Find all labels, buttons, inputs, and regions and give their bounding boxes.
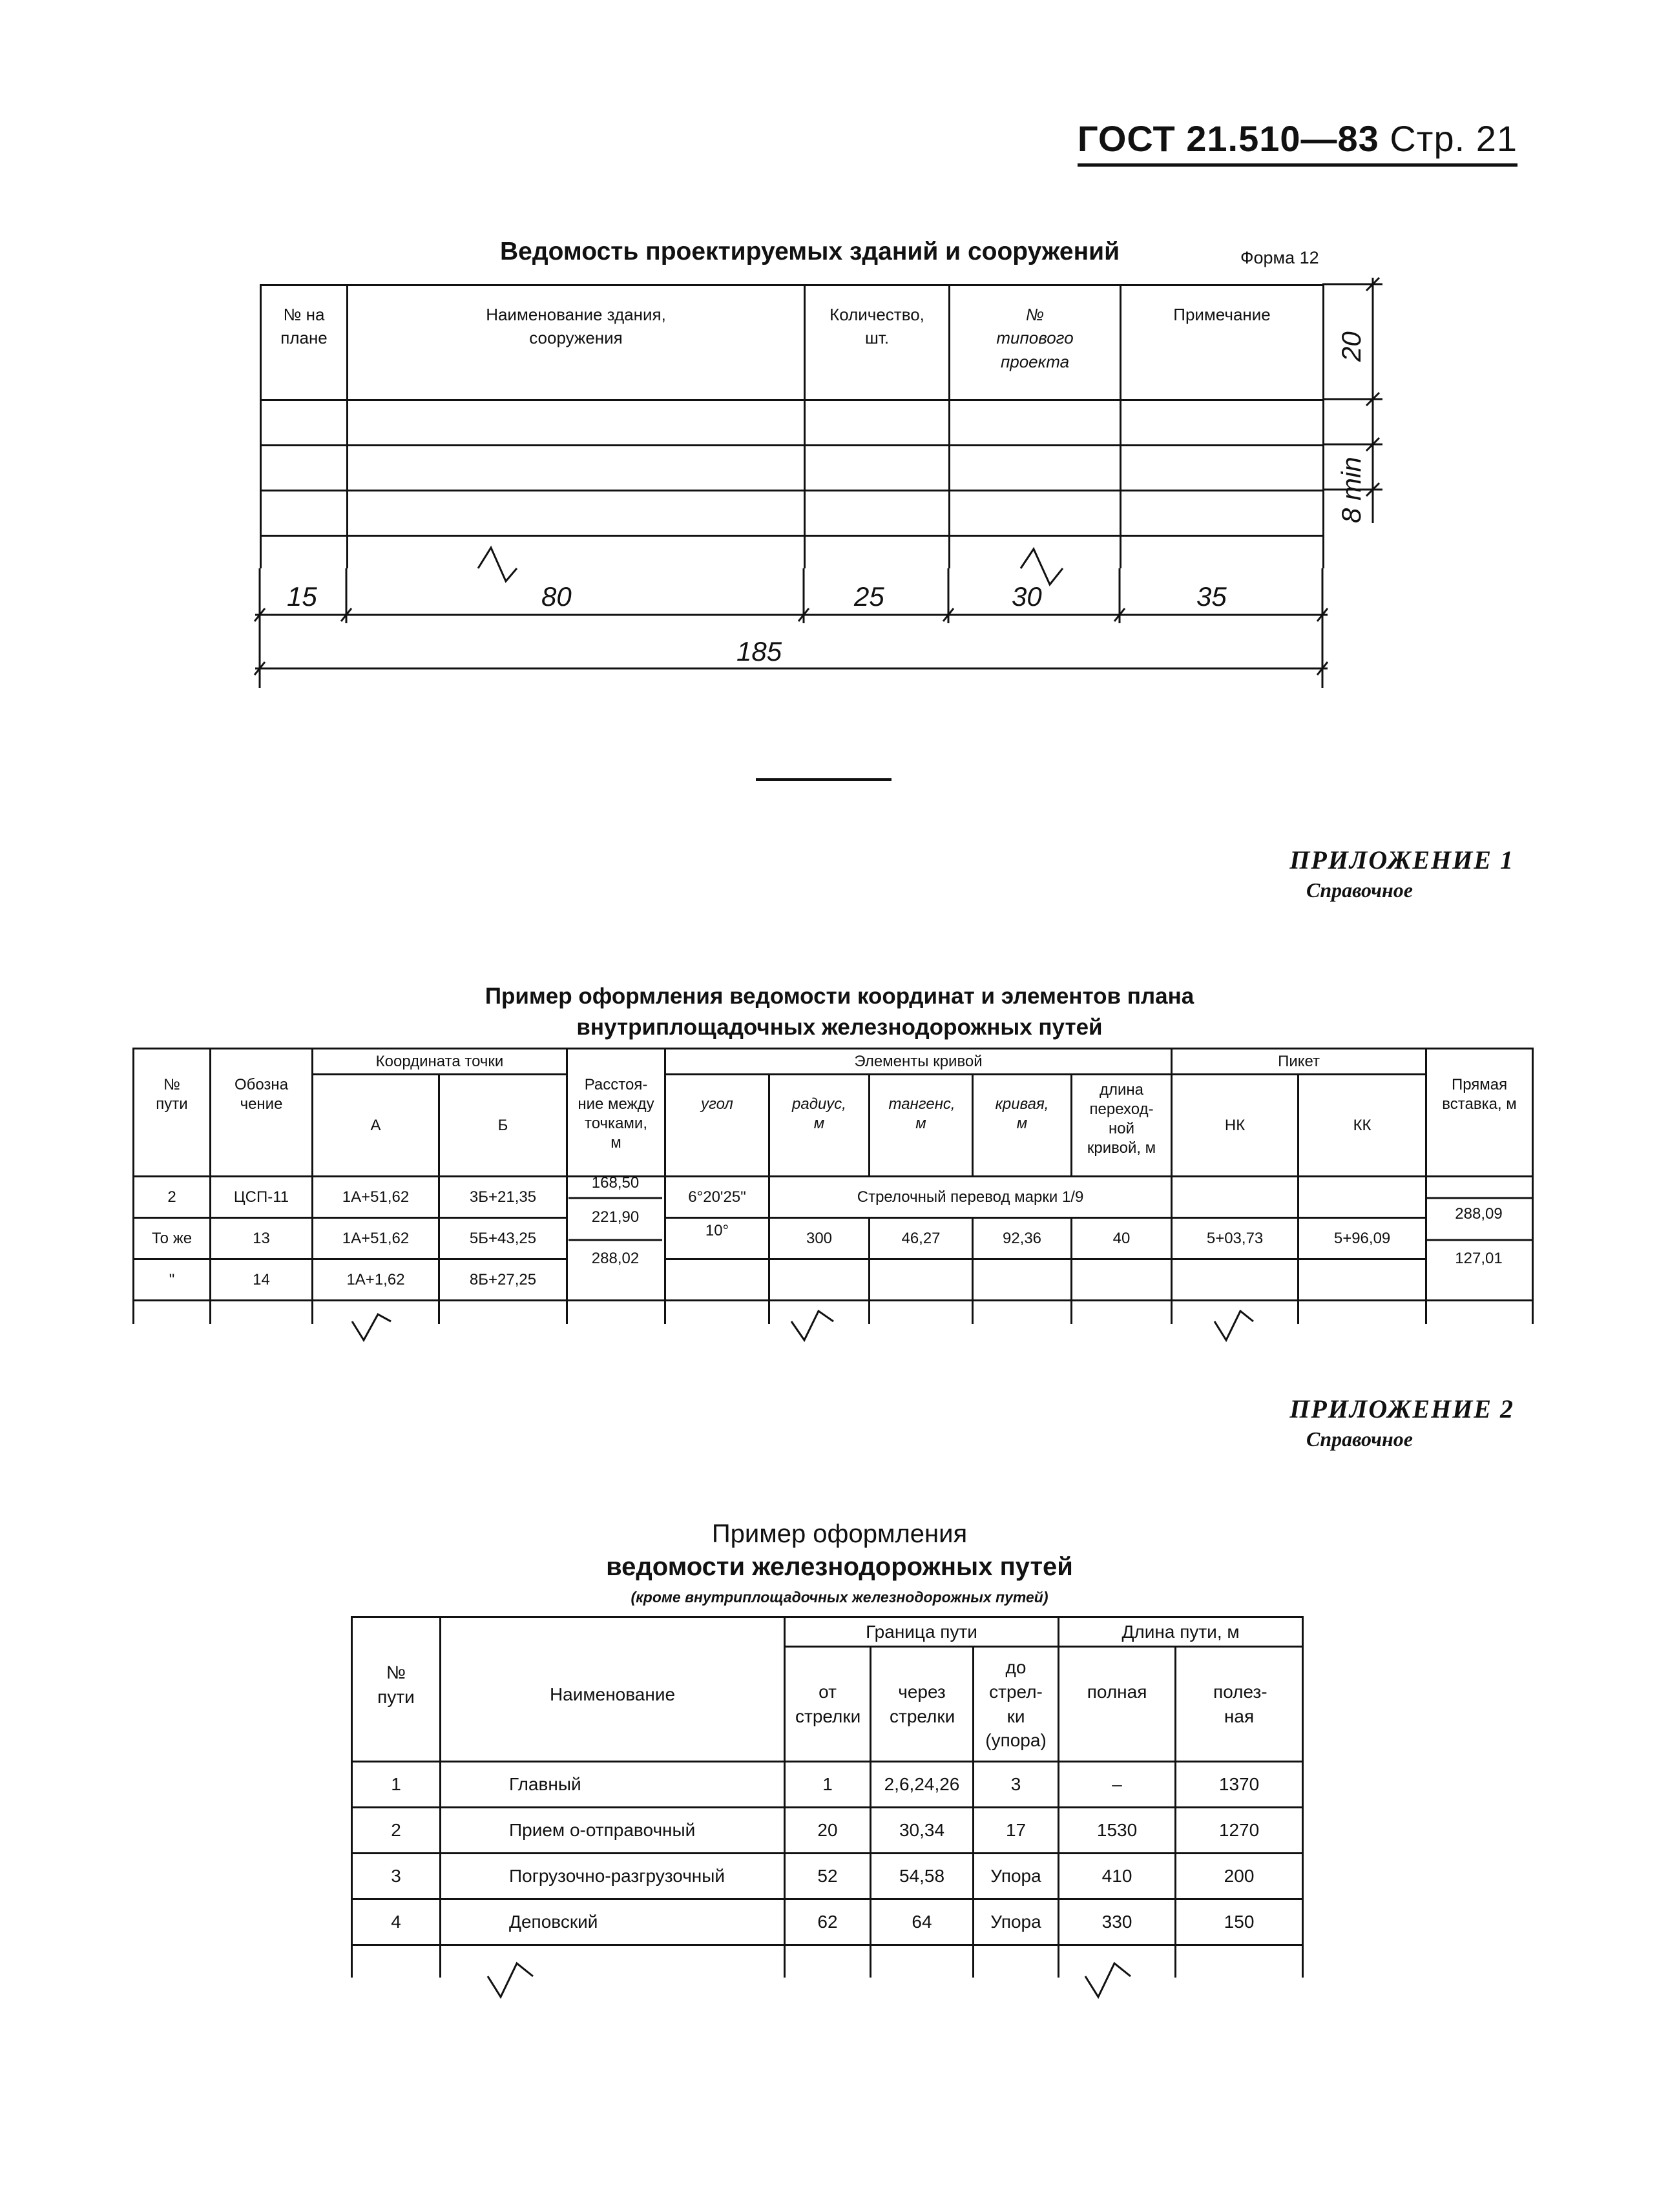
a2-col-no-label: № пути	[377, 1662, 415, 1707]
appendix1-type: Справочное	[1306, 878, 1413, 902]
form12-label: Форма 12	[1240, 248, 1319, 267]
a1-r3-b: 8Б+27,25	[439, 1259, 567, 1301]
a1-insert-1: 288,09	[1455, 1205, 1503, 1223]
a1-r2-no: То же	[134, 1218, 211, 1259]
a1-r2-transition: 40	[1072, 1218, 1172, 1259]
a1-col-distance-label: Расстоя-ние между точками, м	[578, 1076, 654, 1152]
form12-col-qty-label: Количество, шт.	[829, 305, 924, 348]
a2-r1-to: 3	[974, 1762, 1059, 1808]
a2-col-from-label: от стрелки	[795, 1681, 861, 1726]
a1-r2-nk: 5+03,73	[1172, 1218, 1298, 1259]
a2-r2-no: 2	[352, 1808, 441, 1854]
dim-185: 185	[736, 636, 782, 667]
a1-col-picket-label: Пикет	[1278, 1052, 1320, 1070]
a1-r2-b: 5Б+43,25	[439, 1218, 567, 1259]
a2-r4-useful: 150	[1176, 1899, 1303, 1945]
a1-r2-angle: 10°	[665, 1218, 769, 1259]
a1-r2-designation: 13	[211, 1218, 313, 1259]
a2-r3-from: 52	[785, 1854, 871, 1899]
a2-col-length-label: Длина пути, м	[1121, 1621, 1240, 1642]
a2-col-full-label: полная	[1087, 1682, 1147, 1702]
appendix2-title-line1: Пример оформления	[711, 1520, 968, 1548]
a1-col-tangent-label: тангенс, м	[888, 1095, 955, 1132]
a2-col-through-label: через стрелки	[890, 1681, 955, 1726]
appendix2-title-line2: ведомости железнодорожных путей	[606, 1553, 1073, 1581]
a1-col-designation-label: Обозна чение	[234, 1076, 289, 1113]
appendix1-title-line1: Пример оформления ведомости координат и элементов плана	[485, 984, 1194, 1009]
a1-col-curvelen-label: кривая, м	[995, 1095, 1049, 1132]
a2-r4-through: 64	[871, 1899, 974, 1945]
a2-col-useful-label: полез-ная	[1213, 1682, 1267, 1726]
a2-r4-from: 62	[785, 1899, 871, 1945]
a2-r3-useful: 200	[1176, 1854, 1303, 1899]
dim-25: 25	[854, 581, 884, 612]
a1-r2-a: 1А+51,62	[313, 1218, 439, 1259]
a1-col-coord-label: Координата точки	[375, 1052, 504, 1070]
a1-col-radius-label: радиус, м	[792, 1095, 846, 1132]
appendix1-title-line2: внутриплощадочных железнодорожных путей	[576, 1015, 1103, 1040]
a2-r3-name: Погрузочно-разгрузочный	[441, 1854, 785, 1899]
form12-col-project-label: № типового проекта	[996, 305, 1074, 371]
a1-col-b-label: Б	[497, 1116, 508, 1134]
a2-r4-to: Упора	[974, 1899, 1059, 1945]
a1-r1-angle: 6°20'25"	[665, 1177, 769, 1218]
a2-r1-from: 1	[785, 1762, 871, 1808]
a1-distance-2: 221,90	[591, 1208, 640, 1226]
a2-col-to-label: до стрел-ки (упора)	[985, 1657, 1047, 1751]
a1-r3-designation: 14	[211, 1259, 313, 1301]
a2-r2-to: 17	[974, 1808, 1059, 1854]
a1-r3-no: "	[134, 1259, 211, 1301]
a2-r4-no: 4	[352, 1899, 441, 1945]
a2-r3-no: 3	[352, 1854, 441, 1899]
a1-insert-2: 127,01	[1455, 1250, 1503, 1267]
a2-r3-through: 54,58	[871, 1854, 974, 1899]
form12-col-no-label: № на плане	[280, 305, 328, 348]
a2-r2-full: 1530	[1059, 1808, 1176, 1854]
a1-r1-turnout: Стрелочный перевод марки 1/9	[769, 1177, 1172, 1218]
a2-r4-name: Деповский	[441, 1899, 785, 1945]
a2-r1-useful: 1370	[1176, 1762, 1303, 1808]
appendix2-label: ПРИЛОЖЕНИЕ 2	[1289, 1394, 1514, 1423]
a2-r1-through: 2,6,24,26	[871, 1762, 974, 1808]
a1-r2-kk: 5+96,09	[1298, 1218, 1426, 1259]
a2-r1-full: –	[1059, 1762, 1176, 1808]
form12-title: Ведомость проектируемых зданий и сооружений	[500, 238, 1120, 265]
a1-r1-designation: ЦСП-11	[211, 1177, 313, 1218]
a1-r1-no: 2	[134, 1177, 211, 1218]
a2-r2-name: Прием о-отправочный	[441, 1808, 785, 1854]
a2-r1-name: Главный	[441, 1762, 785, 1808]
dim-20: 20	[1336, 331, 1366, 362]
appendix1-label: ПРИЛОЖЕНИЕ 1	[1289, 845, 1514, 874]
a1-r2-tangent: 46,27	[870, 1218, 973, 1259]
a1-col-transition-label: длина переход-ной кривой, м	[1087, 1081, 1156, 1157]
dim-35: 35	[1196, 581, 1227, 612]
a2-r2-useful: 1270	[1176, 1808, 1303, 1854]
a1-col-insert-label: Прямая вставка, м	[1442, 1076, 1517, 1113]
appendix2-type: Справочное	[1306, 1427, 1413, 1451]
a1-col-angle-label: угол	[701, 1095, 733, 1113]
dim-30: 30	[1012, 581, 1042, 612]
a1-col-curve-label: Элементы кривой	[854, 1052, 983, 1070]
a2-col-name-label: Наименование	[549, 1684, 676, 1704]
standard-number: ГОСТ 21.510—83	[1077, 118, 1379, 159]
form12-col-note-label: Примечание	[1173, 305, 1271, 324]
a2-r3-to: Упора	[974, 1854, 1059, 1899]
dim-80: 80	[541, 581, 572, 612]
page-number: Стр. 21	[1390, 118, 1517, 159]
a2-r3-full: 410	[1059, 1854, 1176, 1899]
a1-r3-a: 1А+1,62	[313, 1259, 439, 1301]
a1-col-a-label: А	[370, 1116, 381, 1134]
a1-r2-radius: 300	[769, 1218, 870, 1259]
a1-r2-curve: 92,36	[973, 1218, 1072, 1259]
a1-r1-b: 3Б+21,35	[439, 1177, 567, 1218]
a2-r4-full: 330	[1059, 1899, 1176, 1945]
a1-distance-1: 168,50	[591, 1174, 640, 1192]
dim-15: 15	[287, 581, 317, 612]
a1-col-nk-label: НК	[1224, 1116, 1246, 1134]
a2-r2-from: 20	[785, 1808, 871, 1854]
a2-r1-no: 1	[352, 1762, 441, 1808]
a1-r1-a: 1А+51,62	[313, 1177, 439, 1218]
a1-col-no-label: № пути	[156, 1076, 188, 1113]
a2-r2-through: 30,34	[871, 1808, 974, 1854]
a1-distance-3: 288,02	[591, 1250, 640, 1267]
form12-col-name-label: Наименование здания, сооружения	[486, 305, 666, 348]
a1-col-kk-label: КК	[1353, 1116, 1371, 1134]
appendix2-subtitle: (кроме внутриплощадочных железнодорожных путей)	[631, 1589, 1048, 1606]
dim-8min: 8 min	[1336, 457, 1366, 523]
a2-col-boundary-label: Граница пути	[866, 1621, 977, 1642]
